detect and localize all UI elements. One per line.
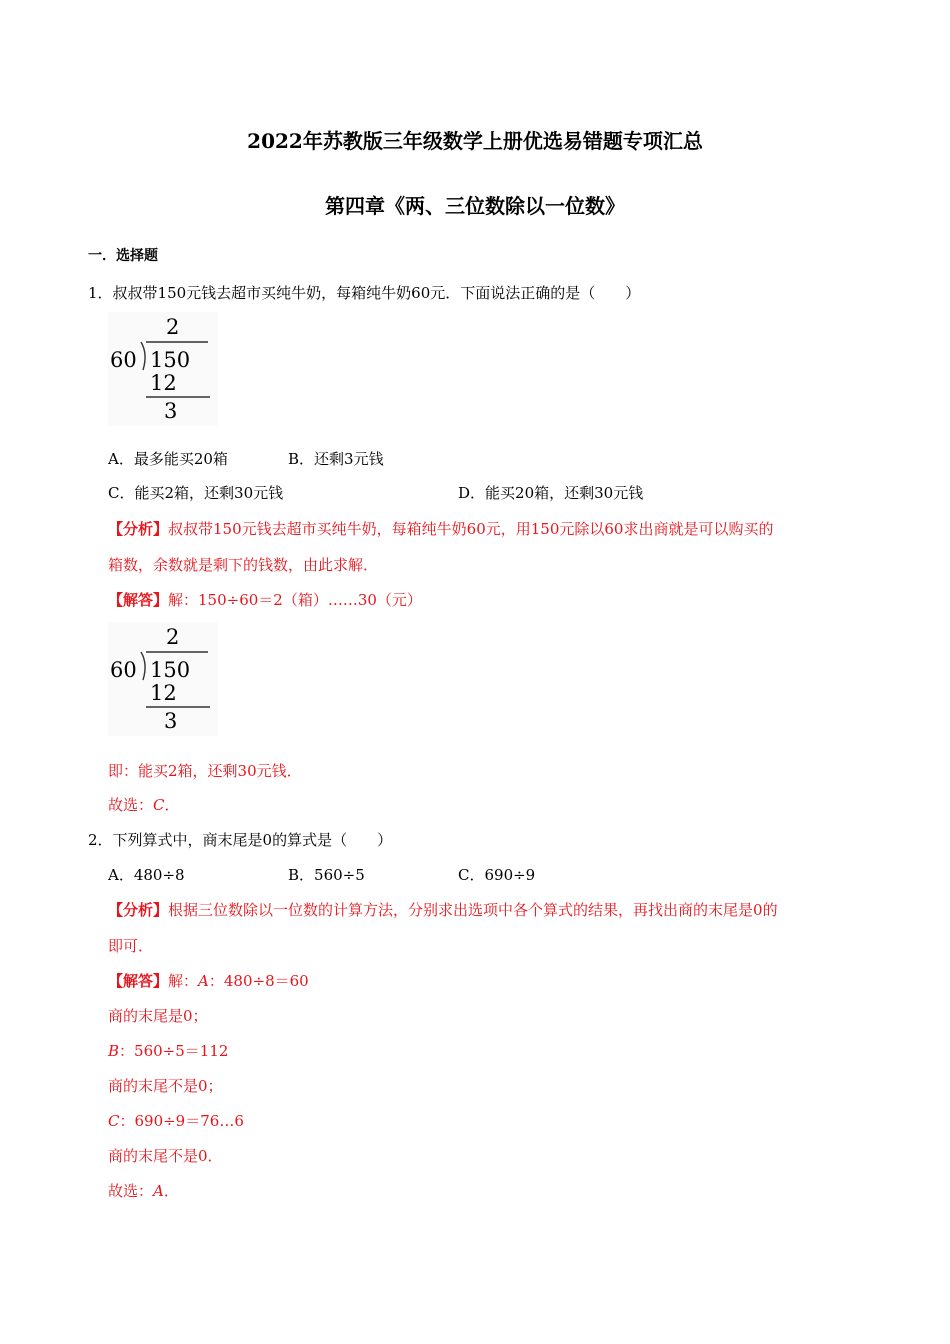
q1-option-d: D．能买20箱，还剩30元钱 bbox=[458, 484, 644, 502]
q2-stem: 2．下列算式中，商末尾是0的算式是（ ） bbox=[88, 831, 393, 849]
q1-analysis-line2: 箱数，余数就是剩下的钱数，由此求解． bbox=[108, 556, 379, 574]
q2-choice bbox=[108, 1181, 179, 1201]
fig-product: 12 bbox=[150, 371, 177, 395]
q2-c-label: C bbox=[108, 1112, 120, 1130]
fig-quotient: 2 bbox=[166, 315, 180, 339]
q2-answer-tag: 【解答】 bbox=[108, 972, 169, 990]
q2-a-expr: ：480÷8＝60 bbox=[208, 972, 309, 990]
q2-c-line bbox=[108, 1111, 244, 1131]
document-title: 2022年苏教版三年级数学上册优选易错题专项汇总 bbox=[247, 129, 703, 153]
q2-analysis bbox=[108, 900, 778, 920]
q2-answer-pre: 解： bbox=[168, 972, 199, 990]
q2-a-label: A bbox=[198, 972, 209, 990]
chapter-title: 第四章《两、三位数除以一位数》 bbox=[325, 194, 625, 218]
q2-b-label: B bbox=[108, 1042, 120, 1060]
q2-b-expr: ：560÷5＝112 bbox=[119, 1042, 229, 1060]
q2-choice-letter: A bbox=[153, 1182, 164, 1200]
q1-choice-prefix: 故选： bbox=[108, 796, 154, 814]
q1-answer-tag: 【解答】 bbox=[108, 591, 169, 609]
q1-analysis-tag: 【分析】 bbox=[108, 520, 169, 538]
q1-division-figure bbox=[108, 312, 218, 426]
fig-divisor: 60 bbox=[110, 348, 137, 372]
q1-option-b: B．还剩3元钱 bbox=[288, 450, 384, 468]
fig-remainder: 3 bbox=[164, 399, 178, 423]
q1-choice bbox=[108, 795, 180, 815]
q1-answer bbox=[108, 590, 422, 610]
q2-b-line bbox=[108, 1041, 228, 1061]
q1-answer-text: 解：150÷60＝2（箱）……30（元） bbox=[168, 591, 422, 609]
fig2-divisor: 60 bbox=[110, 658, 137, 682]
q2-analysis-line1: 根据三位数除以一位数的计算方法，分别求出选项中各个算式的结果，再找出商的末尾是0的 bbox=[168, 901, 778, 919]
q1-option-a: A．最多能买20箱 bbox=[108, 450, 228, 468]
fig2-remainder: 3 bbox=[164, 709, 178, 733]
q2-analysis-tag: 【分析】 bbox=[108, 901, 169, 919]
q2-c-note: 商的末尾不是0． bbox=[108, 1147, 223, 1165]
q1-choice-suffix: ． bbox=[164, 796, 180, 814]
q1-stem: 1．叔叔带150元钱去超市买纯牛奶，每箱纯牛奶60元．下面说法正确的是（ ） bbox=[88, 284, 641, 302]
fig2-product: 12 bbox=[150, 681, 177, 705]
q2-option-b: B．560÷5 bbox=[288, 866, 365, 884]
q2-option-a: A．480÷8 bbox=[108, 866, 185, 884]
q2-option-c: C．690÷9 bbox=[458, 866, 536, 884]
q1-answer-division-figure bbox=[108, 622, 218, 736]
fig2-quotient: 2 bbox=[166, 625, 180, 649]
q2-analysis-line2: 即可． bbox=[108, 937, 154, 955]
fig2-dividend: 150 bbox=[150, 658, 191, 682]
q1-analysis bbox=[108, 519, 773, 539]
fig-dividend: 150 bbox=[150, 348, 191, 372]
q2-choice-suffix: ． bbox=[163, 1182, 179, 1200]
q2-choice-prefix: 故选： bbox=[108, 1182, 154, 1200]
section-heading: 一．选择题 bbox=[88, 248, 158, 264]
q1-option-c: C．能买2箱，还剩30元钱 bbox=[108, 484, 284, 502]
q1-analysis-line1: 叔叔带150元钱去超市买纯牛奶，每箱纯牛奶60元，用150元除以60求出商就是可以购买的 bbox=[168, 520, 774, 538]
q2-a-note: 商的末尾是0； bbox=[108, 1007, 208, 1025]
q2-b-note: 商的末尾不是0； bbox=[108, 1077, 223, 1095]
q2-c-expr: ：690÷9＝76…6 bbox=[119, 1112, 244, 1130]
q2-answer bbox=[108, 971, 309, 991]
q1-choice-letter: C bbox=[153, 796, 165, 814]
q1-conclusion: 即：能买2箱，还剩30元钱． bbox=[108, 762, 302, 780]
